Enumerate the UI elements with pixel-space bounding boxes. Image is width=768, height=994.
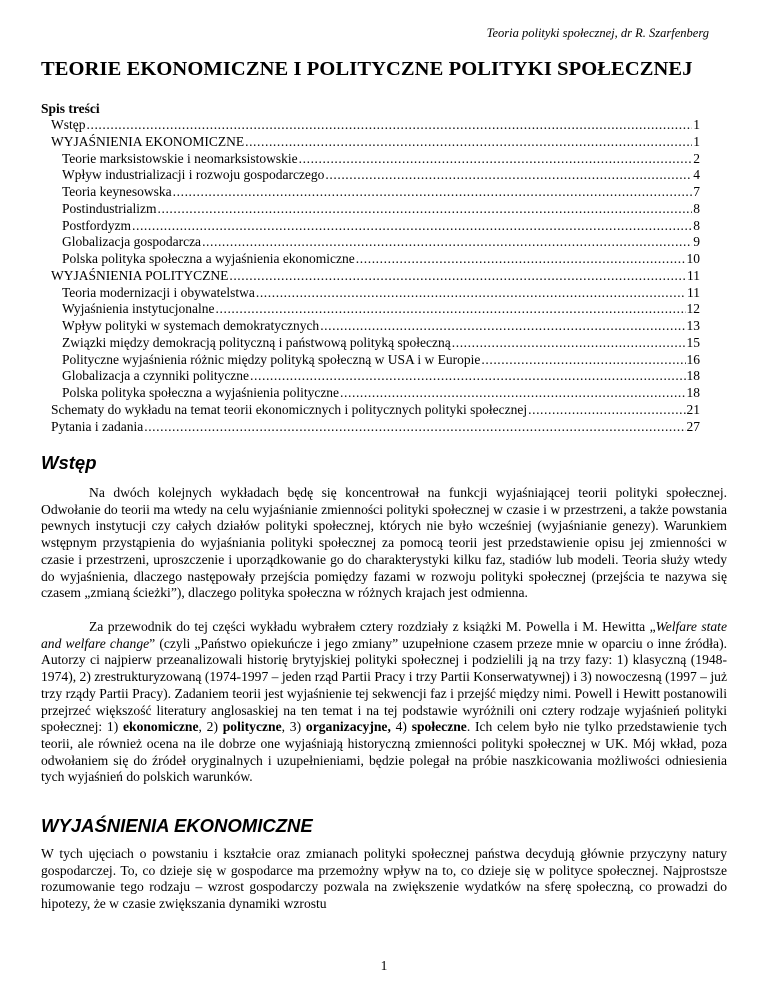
toc-page-number: 1: [693, 133, 700, 149]
toc-page-number: 7: [693, 184, 700, 199]
toc-entry-label: WYJAŚNIENIA POLITYCZNE: [51, 267, 229, 283]
toc-entry-label: Wpływ industrializacji i rozwoju gospodarczego: [62, 167, 325, 183]
toc-page-number: 8: [693, 200, 700, 216]
toc-page-number: 8: [693, 217, 700, 233]
toc-page-number: 16: [686, 351, 700, 367]
toc-entry-schematy[interactable]: [0, 402, 768, 419]
toc-entry-label: Wstęp: [51, 117, 86, 132]
toc-leader: [245, 134, 692, 151]
toc-page-number: 21: [686, 401, 700, 417]
toc-entry-modernizacja[interactable]: [0, 285, 768, 302]
toc-leader: [325, 167, 692, 184]
toc-page-number: 10: [686, 251, 700, 266]
table-of-contents: [0, 117, 768, 435]
toc-page-number: 15: [686, 334, 700, 350]
toc-leader: [158, 201, 693, 218]
toc-entry-postfordyzm[interactable]: [0, 218, 768, 235]
toc-entry-label: Globalizacja a czynniki polityczne: [62, 368, 250, 384]
toc-leader: [216, 301, 686, 318]
toc-entry-label: Globalizacja gospodarcza: [62, 234, 202, 250]
toc-leader: [340, 385, 685, 402]
toc-leader: [256, 285, 686, 302]
keyword-political: polityczne: [222, 719, 282, 735]
toc-page-number: 1: [693, 117, 700, 132]
running-header: Teoria polityki społecznej, dr R. Szarfenberg: [486, 26, 709, 40]
toc-entry-instytucjonalne[interactable]: [0, 301, 768, 318]
toc-leader: [87, 117, 693, 134]
toc-entry-usa-europa[interactable]: [0, 352, 768, 369]
toc-entry-wyjasnienia-ekonomiczne[interactable]: [0, 134, 768, 151]
toc-page-number: 18: [686, 385, 700, 400]
toc-leader: [299, 151, 693, 168]
toc-entry-wplyw-polityki[interactable]: [0, 318, 768, 335]
toc-page-number: 18: [686, 368, 700, 384]
toc-entry-polska-polityczne[interactable]: [0, 385, 768, 402]
toc-leader: [250, 368, 685, 385]
toc-page-number: 13: [686, 318, 700, 333]
toc-leader: [144, 419, 685, 436]
toc-entry-keynesowska[interactable]: [0, 184, 768, 201]
book-title: Welfare state and welfare change: [41, 619, 727, 651]
toc-leader: [481, 352, 685, 369]
section-heading-wstep: Wstęp: [41, 452, 97, 473]
toc-leader: [202, 234, 692, 251]
keyword-organizational: organizacyjne,: [305, 719, 391, 735]
toc-entry-postindustrializm[interactable]: [0, 201, 768, 218]
toc-entry-label: Wyjaśnienia instytucjonalne: [62, 301, 215, 317]
toc-entry-label: Postindustrializm: [62, 200, 157, 216]
toc-leader: [356, 251, 686, 268]
toc-page-number: 2: [693, 150, 700, 166]
toc-leader: [528, 402, 685, 419]
toc-entry-label: Teorie marksistowskie i neomarksistowskie: [62, 150, 298, 166]
toc-page-number: 11: [687, 267, 700, 283]
paragraph-ekonomiczne: W tych ujęciach o powstaniu i kształcie oraz zmianach polityki społecznej państwa decydują głównie przyczyny natury gospodarczej. To, co dzieje się w gospodarce ma przemożny wpływ na to, co dzieje się w polityce społecznej. Najprostsze rozumowanie tego rodzaju – wzrost gospodarczy pozwala na zwiększenie wydatków na sferę społeczną, co prowadzi do hipotezy, że w czasie zwiększania dynamiki wzrostu: [41, 846, 727, 912]
toc-leader: [320, 318, 685, 335]
toc-page-number: 11: [687, 284, 700, 300]
toc-entry-wyjasnienia-polityczne[interactable]: [0, 268, 768, 285]
section-heading-ekonomiczne: WYJAŚNIENIA EKONOMICZNE: [41, 815, 313, 836]
toc-entry-label: Pytania i zadania: [51, 418, 144, 434]
toc-entry-teorie-marksistowskie[interactable]: [0, 151, 768, 168]
page-number: 1: [380, 958, 388, 973]
toc-leader: [132, 218, 692, 235]
toc-entry-label: Schematy do wykładu na temat teorii ekonomicznych i politycznych polityki społecznej: [51, 401, 528, 417]
toc-entry-globalizacja-polityczne[interactable]: [0, 368, 768, 385]
toc-entry-label: WYJAŚNIENIA EKONOMICZNE: [51, 133, 245, 149]
toc-page-number: 27: [686, 418, 700, 434]
paragraph-powell-hewitt: Za przewodnik do tej części wykładu wybrałem cztery rozdziały z książki M. Powella i M. Hewitta „Welfare state and welfare change” (czyli „Państwo opiekuńcze i jego zmiany” uzupełnione czasem przeze mnie w oparciu o inne źródła). Autorzy ci najpierw przeanalizowali historię brytyjskiej polityki społecznej i podzielili ją na trzy fazy: 1) klasyczną (1948-1974), 2) zrestrukturyzowaną (1974-1997 – jeden rząd Partii Pracy i trzy Partii Konserwatywnej) i 3) nowoczesną (1997 – już trzy rządy Partii Pracy). Zadaniem teorii jest wyjaśnienie tej sekwencji faz i przejść między nimi. Powell i Hewitt postanowili przejrzeć większość literatury anglosaskiej na ten temat i na tej podstawie wyróżnili oni cztery rodzaje wyjaśnień polityki społecznej: 1) ekonomiczne, 2) polityczne, 3) organizacyjne, 4) społeczne. Ich celem było nie tylko przedstawienie tych teorii, ale również ocena na ile dobrze one wyjaśniają historyczną zmienności polityki społecznej w UK. Mój wkład, poza odwołaniem się do źródeł oryginalnych i uzupełnieniami, będzie polegał na próbie naszkicowania możliwości odniesienia tych wyjaśnień do polskich warunków.: [41, 619, 727, 785]
keyword-social: społeczne: [411, 719, 467, 735]
toc-entry-polska-ekonomiczne[interactable]: [0, 251, 768, 268]
paragraph-intro: Na dwóch kolejnych wykładach będę się koncentrował na funkcji wyjaśniającej teorii polityki społecznej. Odwołanie do teorii ma wtedy na celu wyjaśnianie zmienności polityki społecznej w czasie i w przestrzeni, a także powstania pewnych instytucji czy całych działów polityki społecznej, których nie było wcześniej (wyjaśnianie genezy). Warunkiem wstępnym przystąpienia do wyjaśniania polityki społecznej za pomocą teorii jest przedstawienie opisu jej zmienności w czasie i przestrzeni, uproszczenie i uporządkowanie go do charakterystyki kilku faz, stadiów lub modeli. Teoria służy wtedy do wyjaśnienia, dlaczego następowały przejścia pomiędzy fazami w rozwoju polityki społecznej (przejścia te nazywa się czasem „zmianą ścieżki”), dlaczego polityka społeczna w różnych krajach jest odmienna.: [41, 485, 727, 601]
toc-entry-zwiazki-demokracja[interactable]: [0, 335, 768, 352]
document-title: TEORIE EKONOMICZNE I POLITYCZNE POLITYKI SPOŁECZNEJ: [41, 58, 693, 80]
toc-heading: Spis treści: [41, 101, 100, 116]
keyword-economic: ekonomiczne: [122, 719, 199, 735]
toc-leader: [452, 335, 686, 352]
toc-entry-label: Polska polityka społeczna a wyjaśnienia ekonomiczne: [62, 251, 355, 266]
toc-entry-label: Polityczne wyjaśnienia różnic między polityką społeczną w USA i w Europie: [62, 351, 481, 367]
toc-entry-industrializacja[interactable]: [0, 167, 768, 184]
toc-entry-pytania[interactable]: [0, 419, 768, 436]
toc-entry-label: Teoria modernizacji i obywatelstwa: [62, 284, 255, 300]
toc-entry-globalizacja-gospodarcza[interactable]: [0, 234, 768, 251]
toc-entry-label: Teoria keynesowska: [62, 184, 172, 199]
toc-entry-label: Wpływ polityki w systemach demokratycznych: [62, 318, 320, 333]
toc-page-number: 12: [686, 301, 700, 317]
toc-entry-label: Polska polityka społeczna a wyjaśnienia polityczne: [62, 385, 340, 400]
toc-leader: [229, 268, 686, 285]
toc-entry-label: Postfordyzm: [62, 217, 131, 233]
toc-entry-label: Związki między demokracją polityczną i państwową polityką społeczną: [62, 334, 451, 350]
toc-entry-wstep[interactable]: [0, 117, 768, 134]
toc-page-number: 9: [693, 234, 700, 250]
toc-page-number: 4: [693, 167, 700, 183]
toc-leader: [173, 184, 693, 201]
